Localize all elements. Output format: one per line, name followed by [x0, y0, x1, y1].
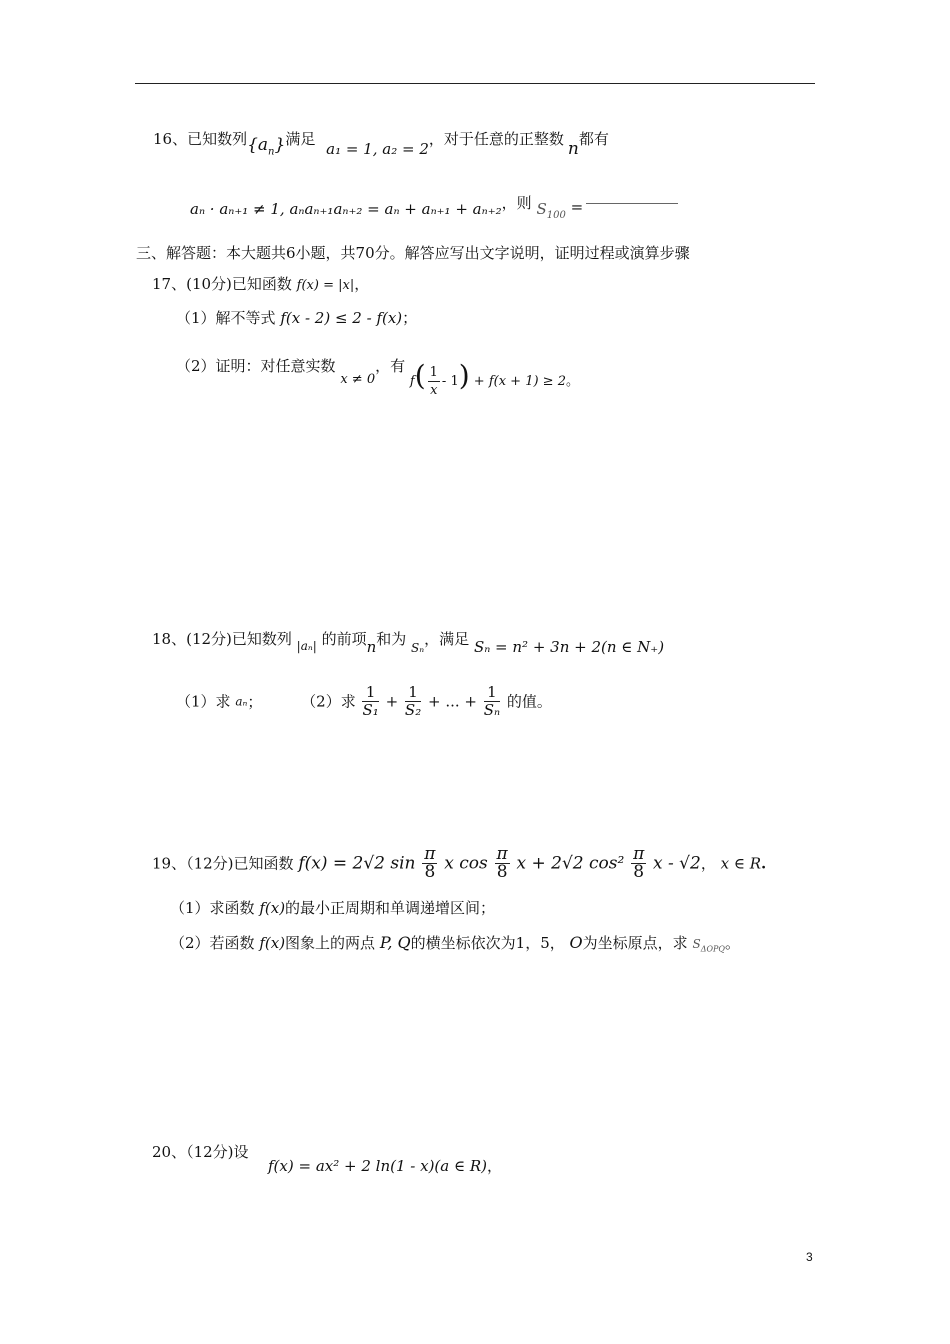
q16-cond-math: a₁ = 1, a₂ = 2: [326, 140, 429, 158]
q19-p2-O: O: [569, 933, 583, 952]
q19-comma: ，: [700, 854, 716, 873]
q16-cond-text: 满足: [285, 130, 316, 148]
q19-p1-label: （1）求函数: [170, 899, 255, 917]
q19-x-cos: x cos: [444, 853, 488, 874]
section3-title: 三、解答题：本大题共6小题，共70分。解答应写出文字说明，证明过程或演算步骤: [136, 244, 690, 262]
q16-end: 都有: [578, 130, 609, 148]
q17-p2-cond: x ≠ 0: [340, 372, 376, 387]
q19-part2: [170, 933, 740, 959]
q17-part2: [176, 356, 579, 399]
q16-formula: aₙ · aₙ₊₁ ≠ 1, aₙaₙ₊₁aₙ₊₂ = aₙ + aₙ₊₁ + aₙ₊₂: [190, 200, 502, 218]
q16-answer-blank[interactable]: [586, 203, 678, 204]
q18-mid2: 和为: [376, 630, 407, 648]
q19-x-minus: x - √2: [653, 853, 701, 874]
q17-p2-mid: ，有: [375, 357, 406, 375]
q18-frac-1: $\frac{1}{\text{S₁}}$: [362, 683, 379, 719]
q18-n: n: [366, 638, 377, 656]
q18-parts: [176, 684, 552, 719]
q17-p2-expr: f( $\frac{1}{x}$ - 1) + f(x + 1) ≥ 2。: [409, 359, 579, 398]
q18-seq: |aₙ|: [296, 639, 317, 653]
q16-seq: $\{a_n\}$: [247, 135, 286, 158]
q17-line1: [152, 274, 369, 296]
q18-mid1: 的前项: [321, 630, 367, 648]
q17-p1-label: （1）解不等式: [176, 309, 276, 327]
q18-p1-label: （1）求: [176, 692, 231, 711]
q18-p2-label: （2）求: [301, 692, 356, 711]
q19-domain: x ∈ R: [720, 854, 762, 873]
q18-p1-math: aₙ: [235, 694, 248, 709]
q16-line1: [153, 129, 609, 162]
q19-p2-label: （2）若函数: [170, 934, 255, 952]
q19-dot: .: [761, 854, 767, 873]
q17-label: 17、(10分)已知函数: [152, 275, 292, 293]
q19-p2-mid2: 的横坐标依次为1，5，: [410, 934, 565, 952]
q18-line1: [152, 629, 664, 658]
q17-part1: [176, 308, 417, 328]
q19-frac-1: $\frac{\pi}{8}$: [424, 844, 436, 882]
q18-p1-tail: ；: [247, 692, 263, 711]
q18-label: 18、(12分)已知数列: [152, 630, 292, 648]
q17-func: f(x) = |x|: [296, 278, 355, 293]
page-number: 3: [806, 1250, 813, 1264]
q18-plus: +: [385, 692, 399, 711]
q16-ask: ，则: [501, 194, 532, 212]
q20-formula: f(x) = ax² + 2 ln(1 - x)(a ∈ R): [268, 1157, 488, 1175]
q20-line1: [152, 1142, 249, 1162]
q19-x-plus: x + 2√2 cos²: [516, 853, 625, 874]
q16-line2: [190, 193, 678, 226]
q20-formula-line: [268, 1156, 502, 1176]
q19-part1: [170, 898, 495, 918]
q16-label: 16、已知数列: [153, 130, 248, 148]
q18-dots: + ... +: [428, 692, 477, 711]
q19-label: 19、（12分)已知函数: [152, 854, 294, 873]
q19-p2-S: $S_{\Delta OPQ}$: [692, 937, 725, 954]
q19-p2-mid3: 为坐标原点，求: [582, 934, 688, 952]
q19-p2-end: 。: [724, 934, 740, 952]
q20-tail: ，: [487, 1157, 503, 1175]
q17-p2-label: （2）证明：对任意实数: [176, 357, 336, 375]
q17-p1-tail: ；: [402, 309, 418, 327]
q19-p1-f: f(x): [259, 899, 286, 917]
q18-frac-n: $\frac{1}{\text{Sₙ}}$: [483, 683, 501, 719]
q18-formula: Sₙ = n² + 3n + 2(n ∈ N₊): [473, 638, 665, 656]
q19-p1-tail: 的最小正周期和单调递增区间；: [285, 899, 496, 917]
q18-frac-2: $\frac{1}{\text{S₂}}$: [404, 683, 422, 719]
q19-frac-2: $\frac{\pi}{8}$: [496, 844, 508, 882]
q16-eq: =: [570, 198, 584, 216]
q19-f-lhs: f(x) = 2√2 sin: [298, 853, 416, 874]
q20-label: 20、（12分)设: [152, 1143, 249, 1161]
q19-frac-3: $\frac{\pi}{8}$: [633, 844, 645, 882]
q18-mid3: ，满足: [424, 630, 470, 648]
q19-p2-PQ: P, Q: [379, 933, 411, 952]
q16-S: $S_{100}$: [536, 200, 566, 221]
q17-tail: ，: [354, 275, 370, 293]
q17-p1-math: f(x - 2) ≤ 2 - f(x): [280, 309, 403, 327]
q18-Sn: Sₙ: [411, 641, 425, 655]
q16-after: ，对于任意的正整数: [428, 130, 564, 148]
q16-n: n: [567, 139, 579, 159]
q19-line1: [152, 846, 766, 881]
q19-p2-mid: 图象上的两点: [285, 934, 376, 952]
header-rule: [135, 83, 815, 84]
q19-p2-f: f(x): [259, 934, 286, 952]
q18-p2-tail: 的值。: [506, 692, 552, 711]
